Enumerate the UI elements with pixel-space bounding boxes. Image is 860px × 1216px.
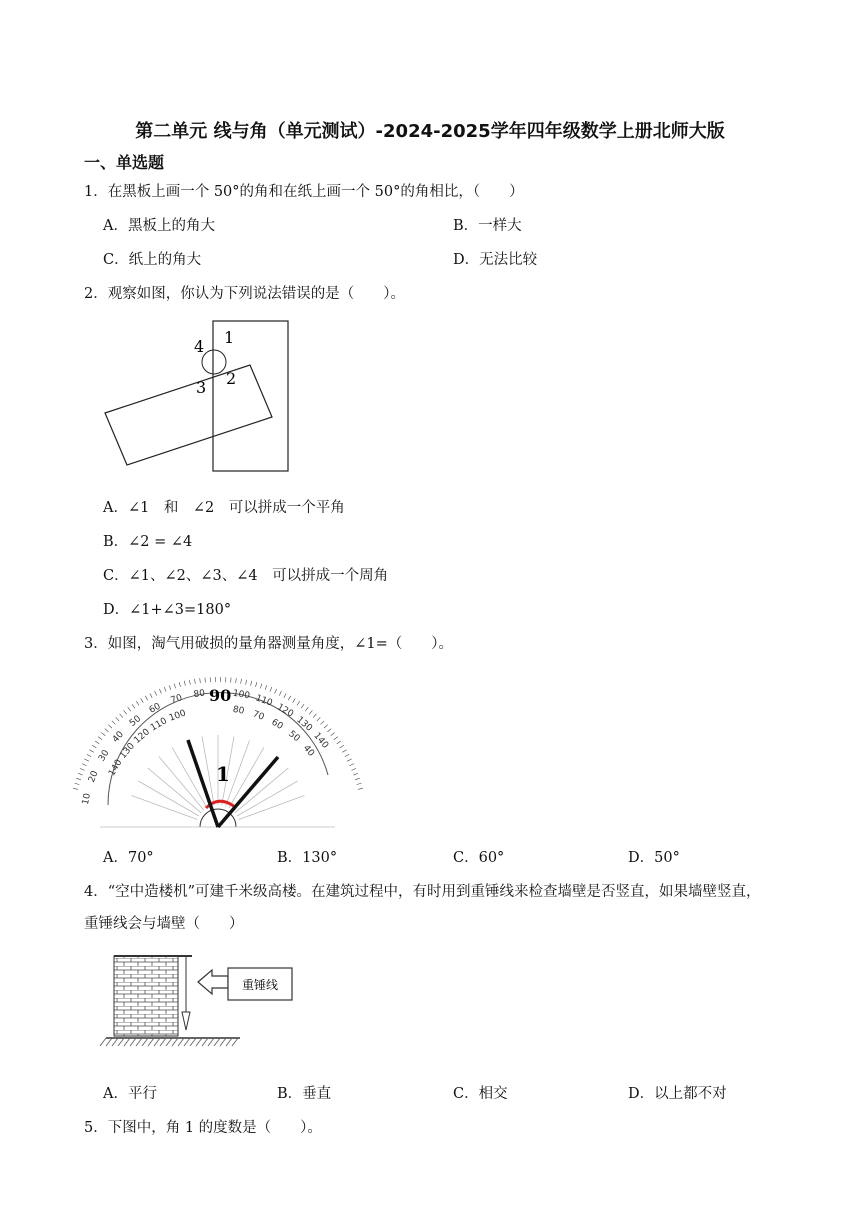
section-heading: 一、单选题 bbox=[84, 153, 165, 172]
protractor-inner-label: 70 bbox=[251, 709, 266, 723]
ground-hatch bbox=[124, 1038, 130, 1046]
question-4-option-c: C．相交 bbox=[453, 1086, 508, 1102]
protractor-ray bbox=[138, 781, 199, 816]
ground-hatch bbox=[160, 1038, 166, 1046]
question-1-option-a: A．黑板上的角大 bbox=[103, 218, 215, 234]
figure-label-4: 4 bbox=[194, 337, 205, 356]
question-2-figure bbox=[100, 315, 300, 475]
question-3-option-a: A．70° bbox=[103, 850, 154, 866]
figure-label-1: 1 bbox=[224, 328, 235, 347]
document-title: 第二单元 线与角（单元测试）-2024-2025学年四年级数学上册北师大版 bbox=[135, 121, 725, 142]
protractor-outer-label: 130 bbox=[294, 714, 314, 734]
question-4-stem-line1: 4．“空中造楼机”可建千米级高楼。在建筑过程中，有时用到重锤线来检查墙壁是否竖直，如果墙壁竖直， bbox=[84, 884, 761, 900]
question-2-stem: 2．观察如图，你认为下列说法错误的是（ ）。 bbox=[84, 286, 405, 302]
protractor-90-label: 90 bbox=[209, 686, 232, 705]
protractor-ray bbox=[239, 796, 305, 820]
ground-hatch bbox=[184, 1038, 190, 1046]
ground-hatch bbox=[166, 1038, 172, 1046]
ground-hatch bbox=[112, 1038, 118, 1046]
protractor-outer-label: 40 bbox=[110, 729, 126, 745]
ground-hatch bbox=[148, 1038, 154, 1046]
protractor-outer-label: 70 bbox=[169, 693, 184, 707]
question-1-option-d: D．无法比较 bbox=[453, 252, 538, 268]
ground-hatch bbox=[142, 1038, 148, 1046]
protractor-ray bbox=[132, 796, 198, 820]
ground-hatch bbox=[202, 1038, 208, 1046]
protractor-inner-label: 110 bbox=[149, 716, 169, 734]
question-3-option-c: C．60° bbox=[453, 850, 505, 866]
question-4-option-b: B．垂直 bbox=[277, 1086, 332, 1102]
question-4-option-a: A．平行 bbox=[103, 1086, 157, 1102]
protractor-outer-label: 30 bbox=[97, 748, 112, 764]
protractor-inner-label: 130 bbox=[118, 741, 137, 761]
protractor-inner-label: 80 bbox=[231, 704, 245, 717]
question-3-protractor-figure bbox=[80, 665, 340, 835]
protractor-inner-label: 120 bbox=[132, 727, 152, 746]
protractor-outer-label: 80 bbox=[192, 688, 206, 701]
ground-hatch bbox=[172, 1038, 178, 1046]
question-3-stem: 3．如图，淘气用破损的量角器测量角度，∠1=（ ）。 bbox=[84, 636, 453, 652]
ground-hatch bbox=[136, 1038, 142, 1046]
protractor-outer-label: 140 bbox=[311, 731, 331, 751]
ground-hatch bbox=[190, 1038, 196, 1046]
ground-hatch bbox=[232, 1038, 238, 1046]
ground-hatch bbox=[208, 1038, 214, 1046]
question-1-option-b: B．一样大 bbox=[453, 218, 522, 234]
protractor-outer-label: 110 bbox=[254, 693, 274, 709]
ground-hatch bbox=[178, 1038, 184, 1046]
question-4-plumb-line-figure bbox=[100, 950, 320, 1060]
ground-hatch bbox=[130, 1038, 136, 1046]
ground-hatch bbox=[214, 1038, 220, 1046]
protractor-outer-label: 60 bbox=[147, 701, 163, 716]
question-3-option-d: D．50° bbox=[628, 850, 680, 866]
protractor-inner-label: 140 bbox=[107, 758, 125, 778]
protractor-outer-label: 10 bbox=[80, 792, 94, 806]
protractor-outer-label: 120 bbox=[275, 702, 295, 720]
angle-label-1: 1 bbox=[216, 762, 230, 786]
question-4-stem-line2: 重锤线会与墙壁（ ） bbox=[84, 916, 244, 932]
ground-hatch bbox=[196, 1038, 202, 1046]
figure-label-2: 2 bbox=[226, 369, 237, 388]
plumb-line-label: 重锤线 bbox=[241, 978, 279, 992]
protractor-outer-label: 20 bbox=[86, 769, 101, 784]
protractor-inner-label: 100 bbox=[167, 708, 188, 724]
protractor-inner-label: 60 bbox=[269, 717, 285, 733]
protractor-outer-label: 100 bbox=[231, 688, 251, 702]
protractor-ray bbox=[237, 781, 298, 816]
protractor-outer-label: 50 bbox=[127, 713, 144, 729]
question-5-stem: 5．下图中，角 1 的度数是（ ）。 bbox=[84, 1120, 322, 1136]
question-3-option-b: B．130° bbox=[277, 850, 338, 866]
ground-hatch bbox=[154, 1038, 160, 1046]
ground-hatch bbox=[106, 1038, 112, 1046]
question-1-stem: 1．在黑板上画一个 50°的角和在纸上画一个 50°的角相比，（ ） bbox=[84, 184, 524, 200]
question-4-option-d: D．以上都不对 bbox=[628, 1086, 727, 1102]
question-2-option-c: C．∠1、∠2、∠3、∠4 可以拼成一个周角 bbox=[103, 568, 389, 584]
ground-hatch bbox=[118, 1038, 124, 1046]
figure-label-3: 3 bbox=[196, 378, 207, 397]
ground-hatch bbox=[226, 1038, 232, 1046]
ground-hatch bbox=[220, 1038, 226, 1046]
ground-hatch bbox=[100, 1038, 106, 1046]
question-2-option-d: D．∠1+∠3=180° bbox=[103, 602, 232, 618]
protractor-inner-label: 40 bbox=[300, 743, 316, 759]
protractor-inner-label: 50 bbox=[286, 729, 302, 745]
question-2-option-b: B．∠2 = ∠4 bbox=[103, 534, 193, 550]
question-1-option-c: C．纸上的角大 bbox=[103, 252, 202, 268]
question-2-option-a: A．∠1 和 ∠2 可以拼成一个平角 bbox=[103, 500, 345, 516]
